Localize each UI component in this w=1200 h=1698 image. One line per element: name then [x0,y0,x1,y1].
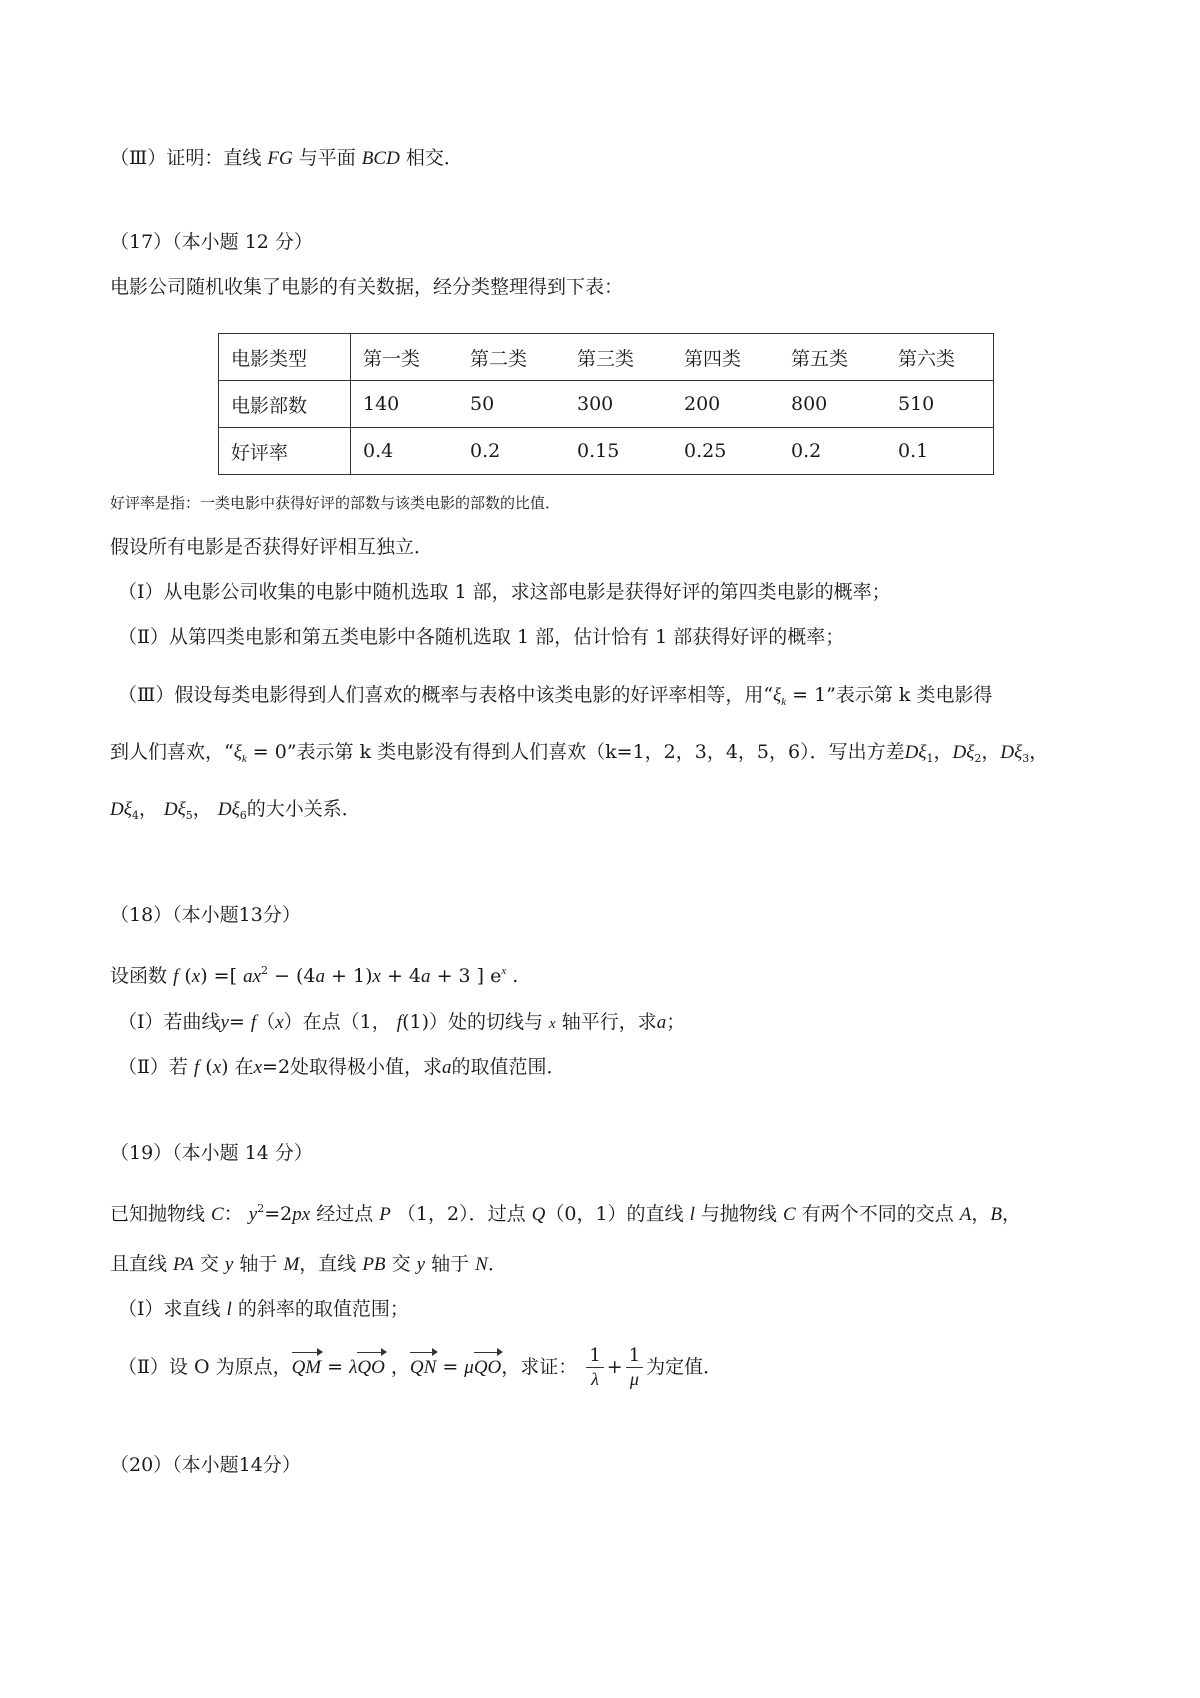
table-cell: 好评率 [219,428,351,475]
q19-header: （19）（本小题 14 分） [110,1142,313,1164]
table-cell: 0.4 [351,428,459,475]
q17-part3-line3: $D\xi_4$， $D\xi_5$， $D\xi_6$的大小关系． [110,798,361,822]
table-cell: 50 [458,381,565,428]
q18-part2: （Ⅱ）若 f (x) 在x=2处取得极小值，求a的取值范围． [118,1056,566,1078]
q19-part1: （Ⅰ）求直线 l 的斜率的取值范围； [118,1298,409,1320]
q20-header: （20）（本小题14分） [110,1454,301,1476]
table-cell: 510 [886,381,994,428]
q19-line1: 已知抛物线 C： $y^2=2px$ 经过点 P （1，2）．过点 Q（0，1）的直线 l 与抛物线 C 有两个不同的交点 A，B， [110,1202,1021,1225]
table-cell: 第六类 [886,334,994,381]
table-cell: 0.15 [565,428,672,475]
q17-note: 好评率是指：一类电影中获得好评的部数与该类电影的部数的比值． [110,494,561,512]
table-cell: 电影类型 [219,334,351,381]
q19-line2: 且直线 PA 交 y 轴于 M，直线 PB 交 y 轴于 N． [110,1253,507,1275]
table-cell: 电影部数 [219,381,351,428]
table-cell: 第五类 [779,334,886,381]
q17-part3-line2: 到人们喜欢，“$\xi_k = 0$”表示第 k 类电影没有得到人们喜欢（k=1，2，3，4，5，6）．写出方差$D\xi_1$，$D\xi_2$，$D\xi_3$， [110,741,1049,765]
q17-part2: （Ⅱ）从第四类电影和第五类电影中各随机选取 1 部，估计恰有 1 部获得好评的概率； [118,626,845,648]
q18-function: 设函数 f (x) =[ $ax^2 - (4a + 1)x + 4a + 3$ ] $e^x$ . [110,964,519,987]
table-cell: 140 [351,381,459,428]
fraction-lambda: $\frac{1}{\lambda}$ [586,1345,603,1391]
q17-intro: 电影公司随机收集了电影的有关数据，经分类整理得到下表： [110,276,624,298]
q17-header: （17）（本小题 12 分） [110,231,313,253]
table-cell: 第二类 [458,334,565,381]
q17-part3-line1: （Ⅲ）假设每类电影得到人们喜欢的概率与表格中该类电影的好评率相等，用“$\xi_k = 1$”表示第 k 类电影得 [118,684,993,708]
table-cell: 第三类 [565,334,672,381]
table-cell: 0.25 [672,428,779,475]
table-cell: 第四类 [672,334,779,381]
q17-part1: （Ⅰ）从电影公司收集的电影中随机选取 1 部，求这部电影是获得好评的第四类电影的概率； [118,581,891,603]
table-cell: 200 [672,381,779,428]
table-cell: 0.2 [458,428,565,475]
table-row [219,334,994,381]
table-cell: 800 [779,381,886,428]
q18-header: （18）（本小题13分） [110,904,301,926]
table-cell: 0.2 [779,428,886,475]
q16-part3: （Ⅲ）证明：直线 FG 与平面 BCD 相交． [110,147,463,169]
table-cell: 第一类 [351,334,459,381]
film-table [218,333,994,475]
q19-part2: （Ⅱ）设 O 为原点，QM = λQO ，QN = μQO，求证： $\frac{1}{\lambda}$ + $\frac{1}{\mu}$ 为定值． [118,1345,723,1389]
table-row [219,428,994,475]
q17-assume: 假设所有电影是否获得好评相互独立． [110,536,434,558]
fraction-mu: $\frac{1}{\mu}$ [626,1345,643,1391]
table-row [219,381,994,428]
table-cell: 0.1 [886,428,994,475]
q18-part1: （Ⅰ）若曲线y= f（x）在点（1， f(1)）处的切线与 x 轴平行，求a； [118,1011,686,1033]
table-cell: 300 [565,381,672,428]
